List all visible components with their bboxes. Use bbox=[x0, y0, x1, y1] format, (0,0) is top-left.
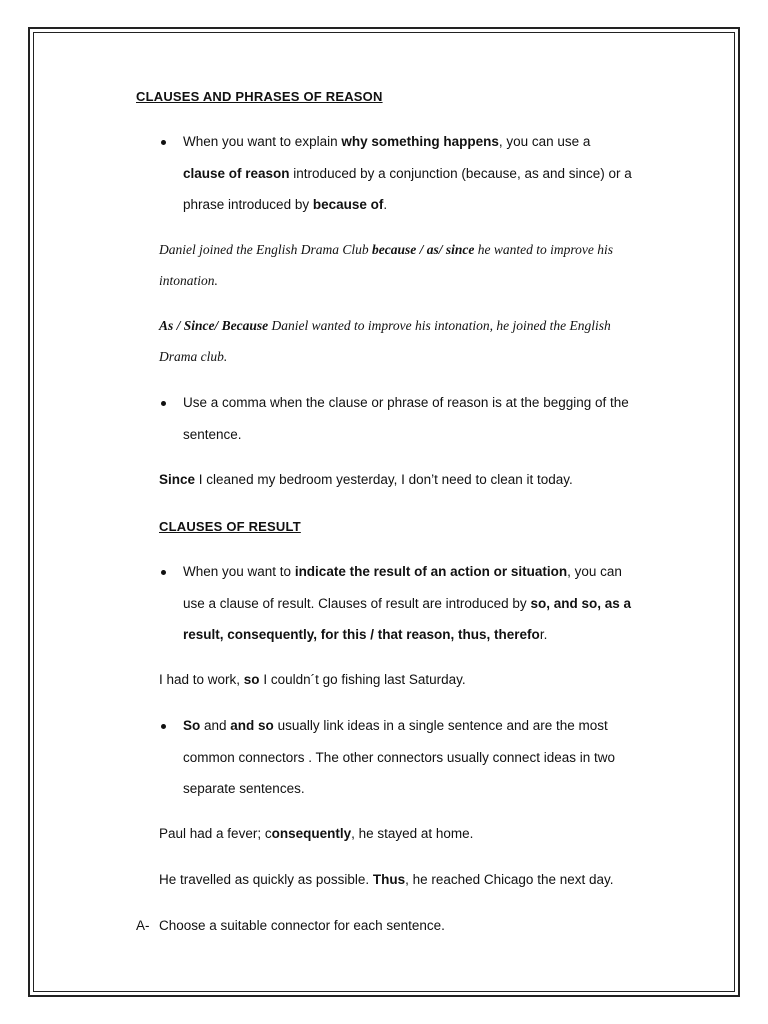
text-run: phrase introduced by bbox=[183, 197, 313, 212]
heading-result: CLAUSES OF RESULT bbox=[159, 519, 301, 534]
bold-run: result, consequently, for this / that reason, thus, therefo bbox=[183, 627, 540, 642]
text-run: I cleaned my bedroom yesterday, I don’t need to clean it today. bbox=[195, 472, 573, 487]
text-run: usually link ideas in a single sentence and are the most bbox=[273, 718, 608, 733]
example2-line2: Drama club. bbox=[159, 349, 228, 364]
bullet4-line3: separate sentences. bbox=[183, 781, 305, 796]
bullet3-line1 bbox=[183, 564, 622, 579]
text-run: r. bbox=[539, 627, 548, 642]
bold-run: because of bbox=[312, 197, 384, 212]
bullet-dot bbox=[161, 570, 166, 575]
bold-run: indicate the result of an action or situation bbox=[294, 564, 568, 579]
text-run: I had to work, bbox=[159, 672, 244, 687]
text-run: , he reached Chicago the next day. bbox=[405, 872, 614, 887]
bullet1-line1 bbox=[183, 134, 590, 149]
bold-run: As / Since/ Because bbox=[159, 318, 269, 333]
bold-run: and so bbox=[230, 718, 274, 733]
text-run: use a clause of result. Clauses of result are introduced by bbox=[183, 596, 531, 611]
bold-run: clause of reason bbox=[183, 166, 290, 181]
bullet2-line1: Use a comma when the clause or phrase of reason is at the begging of the bbox=[183, 395, 629, 410]
bullet1-line2 bbox=[183, 166, 632, 181]
text-run: , you can use a bbox=[498, 134, 591, 149]
example4 bbox=[159, 672, 466, 687]
text-run: When you want to explain bbox=[183, 134, 342, 149]
bold-run: onsequently bbox=[271, 826, 352, 841]
text-run: introduced by a conjunction (because, as and since) or a bbox=[289, 166, 632, 181]
bold-run: So bbox=[183, 718, 201, 733]
example1-line1 bbox=[159, 242, 613, 258]
bullet-dot bbox=[161, 140, 166, 145]
exercise-marker: A- bbox=[136, 918, 150, 933]
example6 bbox=[159, 872, 614, 887]
text-run: , he stayed at home. bbox=[351, 826, 474, 841]
bullet3-line3 bbox=[183, 627, 547, 642]
bullet-dot bbox=[161, 401, 166, 406]
text-run: Paul had a fever; c bbox=[159, 826, 272, 841]
text-run: he wanted to improve his bbox=[474, 242, 613, 257]
text-run: . bbox=[383, 197, 388, 212]
exercise-instruction: Choose a suitable connector for each sentence. bbox=[159, 918, 445, 933]
example5 bbox=[159, 826, 473, 841]
bold-run: so bbox=[243, 672, 260, 687]
text-run: I couldn´t go fishing last Saturday. bbox=[259, 672, 466, 687]
text-run: Daniel joined the English Drama Club bbox=[159, 242, 372, 257]
bullet4-line2: common connectors . The other connectors usually connect ideas in two bbox=[183, 750, 615, 765]
bold-run: Since bbox=[159, 472, 196, 487]
bold-run: so, and so, as a bbox=[530, 596, 631, 611]
bold-run: why something happens bbox=[341, 134, 499, 149]
text-run: , you can bbox=[567, 564, 622, 579]
bullet4-line1 bbox=[183, 718, 608, 733]
bold-run: because / as/ since bbox=[372, 242, 475, 257]
bold-run: Thus bbox=[372, 872, 406, 887]
text-run: He travelled as quickly as possible. bbox=[159, 872, 373, 887]
bullet2-line2: sentence. bbox=[183, 427, 242, 442]
text-run: Daniel wanted to improve his intonation, he joined the English bbox=[268, 318, 611, 333]
bullet-dot bbox=[161, 724, 166, 729]
example2-line1 bbox=[159, 318, 611, 334]
text-run: When you want to bbox=[183, 564, 295, 579]
heading-reason: CLAUSES AND PHRASES OF REASON bbox=[136, 89, 383, 104]
bullet1-line3 bbox=[183, 197, 387, 212]
text-run: and bbox=[200, 718, 231, 733]
bullet3-line2 bbox=[183, 596, 631, 611]
example1-line2: intonation. bbox=[159, 273, 218, 288]
example3 bbox=[159, 472, 573, 487]
